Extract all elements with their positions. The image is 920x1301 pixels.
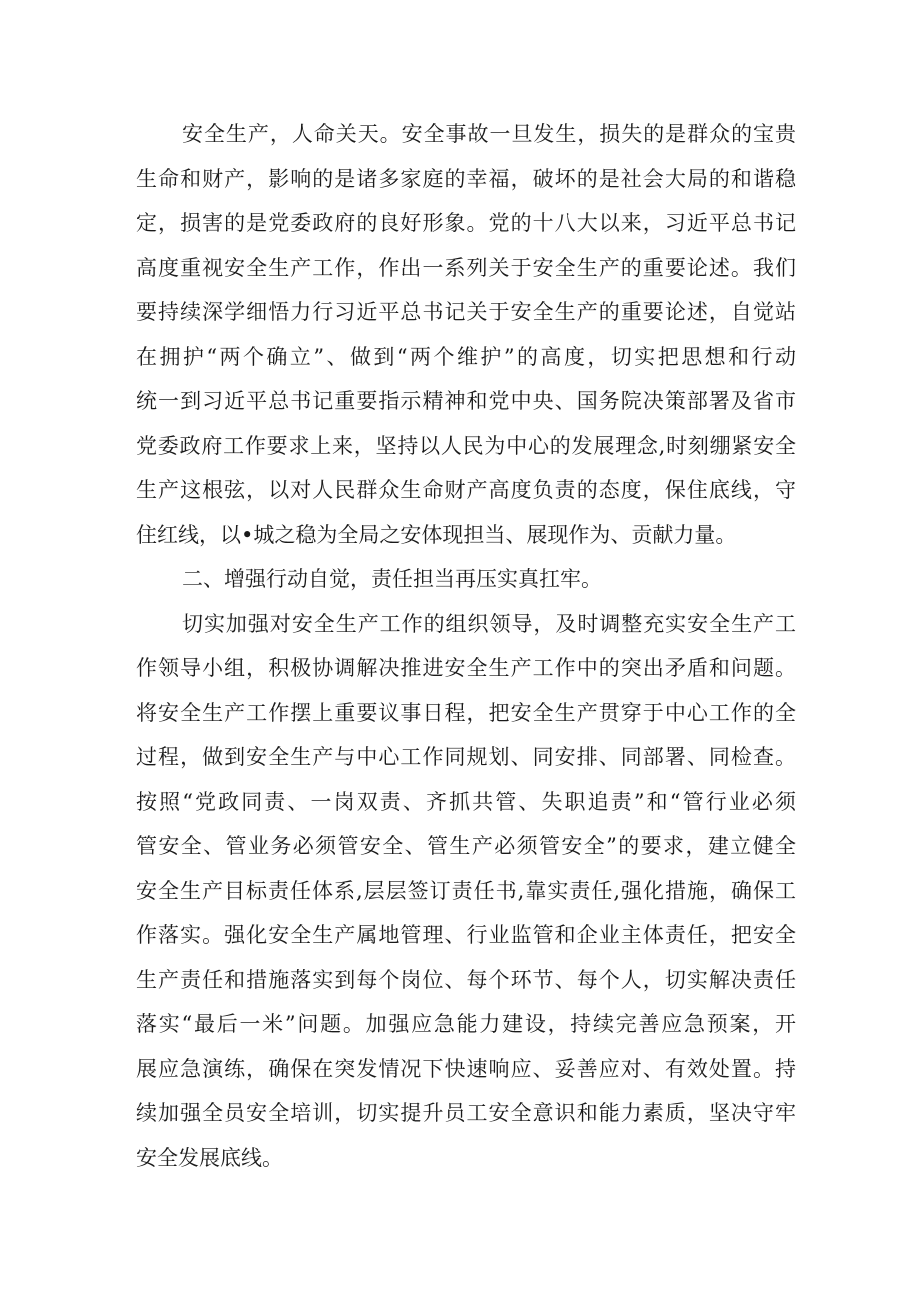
section-heading: 二、增强行动自觉，责任担当再压实真扛牢。 <box>182 567 602 591</box>
paragraph-line: 生产责任和措施落实到每个岗位、每个环节、每个人，切实解决责任 <box>136 967 796 992</box>
paragraph-line: 定，损害的是党委政府的良好形象。党的十八大以来，习近平总书记 <box>136 211 796 235</box>
paragraph-line: 生产这根弦，以对人民群众生命财产高度负责的态度，保住底线，守 <box>136 478 796 502</box>
paragraph-line: 要持续深学细悟力行习近平总书记关于安全生产的重要论述，自觉站 <box>136 300 796 324</box>
paragraph-line: 安全发展底线。 <box>136 1145 283 1170</box>
paragraph-line: 统一到习近平总书记重要指示精神和党中央、国务院决策部署及省市 <box>136 389 796 413</box>
paragraph-line: 管安全、管业务必须管安全、管生产必须管安全”的要求，建立健全 <box>136 834 796 858</box>
paragraph-line: 将安全生产工作摆上重要议事日程，把安全生产贯穿于中心工作的全 <box>136 700 796 725</box>
paragraph-line: 过程，做到安全生产与中心工作同规划、同安排、同部署、同检查。 <box>136 745 796 769</box>
paragraph-line: 安全生产目标责任体系,层层签订责任书,靠实责任,强化措施，确保工 <box>136 878 796 903</box>
paragraph-line: 续加强全员安全培训，切实提升员工安全意识和能力素质，坚决守牢 <box>136 1101 796 1125</box>
paragraph-line: 落实“最后一米”问题。加强应急能力建设，持续完善应急预案，开 <box>136 1012 796 1036</box>
paragraph-line: 在拥护“两个确立”、做到“两个维护”的高度，切实把思想和行动 <box>136 344 796 369</box>
paragraph-line: 生命和财产，影响的是诸多家庭的幸福，破坏的是社会大局的和谐稳 <box>136 166 796 191</box>
paragraph-line: 切实加强对安全生产工作的组织领导，及时调整充实安全生产工 <box>182 611 796 636</box>
paragraph-line: 高度重视安全生产工作，作出一系列关于安全生产的重要论述。我们 <box>136 255 796 280</box>
paragraph-line: 展应急演练，确保在突发情况下快速响应、妥善应对、有效处置。持 <box>136 1056 796 1081</box>
paragraph-line: 作落实。强化安全生产属地管理、行业监管和企业主体责任，把安全 <box>136 923 796 947</box>
paragraph-line: 安全生产，人命关天。安全事故一旦发生，损失的是群众的宝贵 <box>182 122 796 146</box>
document-body <box>136 112 796 1180</box>
paragraph-line: 按照“党政同责、一岗双责、齐抓共管、失职追责”和“管行业必须 <box>136 789 796 814</box>
paragraph-line: 作领导小组，积极协调解决推进安全生产工作中的突出矛盾和问题。 <box>136 656 796 680</box>
paragraph-line: 住红线，以•城之稳为全局之安体现担当、展现作为、贡献力量。 <box>136 522 737 547</box>
paragraph-line: 党委政府工作要求上来，坚持以人民为中心的发展理念,时刻绷紧安全 <box>136 433 796 458</box>
